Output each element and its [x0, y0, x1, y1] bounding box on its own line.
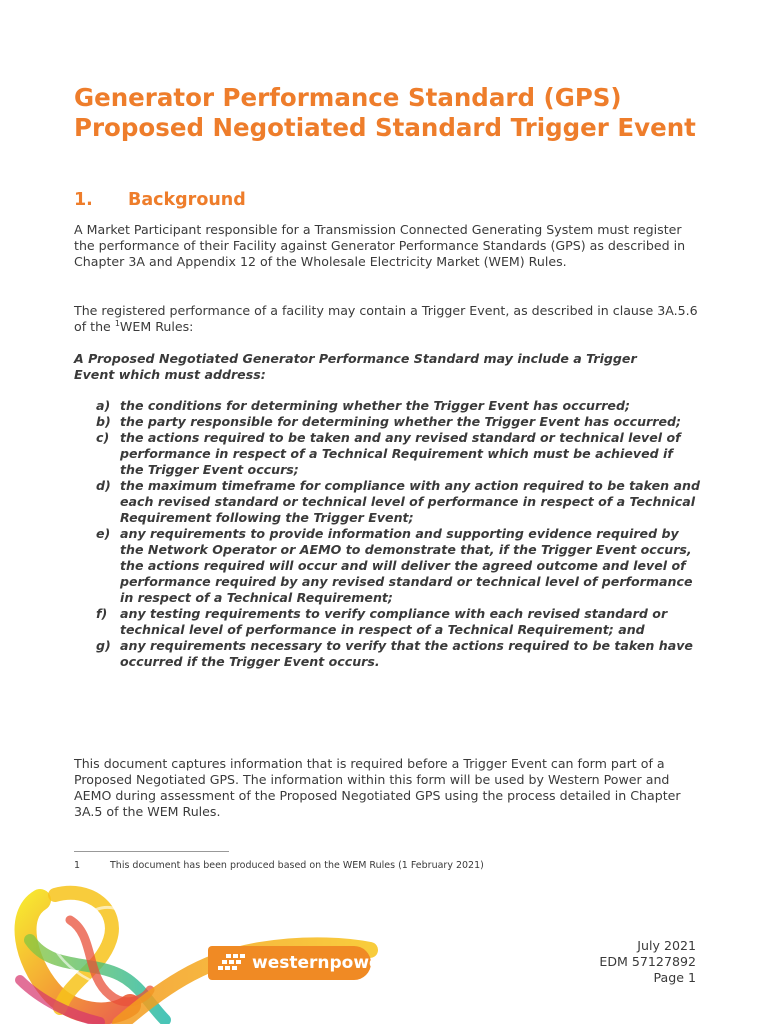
paragraph-2-text: The registered performance of a facility may contain a Trigger Event, as described in clause 3A.5.6 of the: [74, 303, 698, 334]
list-item-text: any requirements necessary to verify that the actions required to be taken have occurred if the Trigger Event occurs.: [120, 638, 693, 669]
paragraph-1: A Market Participant responsible for a Transmission Connected Generating System must register the performance of their Facility against Generator Performance Standards (GPS) as described in Chapter 3A and Appendix 12 of the Wholesale Electricity Market (WEM) Rules.: [74, 222, 686, 269]
document-title: Generator Performance Standard (GPS) Proposed Negotiated Standard Trigger Event: [74, 83, 696, 142]
list-item-text: any requirements to provide information and supporting evidence required by the Network Operator or AEMO to demonstrate that, if the Trigger Event occurs, the actions required will occur and will deliver the agreed outcome and level of performance required by any revised standard or technical level of performance in respect of a Technical Requirement;: [120, 526, 693, 605]
list-item-text: any testing requirements to verify compliance with each revised standard or technical level of performance in respect of a Technical Requirement; and: [120, 606, 668, 637]
list-item: [96, 526, 700, 606]
list-item: [96, 430, 700, 478]
western-power-logo: [208, 946, 389, 980]
footnote-divider: [74, 851, 229, 852]
list-item: [96, 398, 700, 414]
requirements-list: [96, 398, 700, 670]
section-heading: [74, 188, 246, 212]
list-item: [96, 638, 700, 670]
grid-icon: [218, 953, 248, 973]
footnote-text: This document has been produced based on the WEM Rules (1 February 2021): [110, 860, 484, 871]
logo-wordmark: westernpower: [252, 953, 389, 973]
paragraph-2-tail: WEM Rules:: [119, 319, 194, 334]
list-marker: b): [96, 414, 111, 429]
list-item-text: the party responsible for determining whether the Trigger Event has occurred;: [120, 414, 682, 429]
footnote-reference[interactable]: 1: [114, 318, 120, 328]
list-item: [96, 606, 700, 638]
list-marker: c): [96, 430, 110, 445]
list-marker: e): [96, 526, 111, 541]
paragraph-3: This document captures information that is required before a Trigger Event can form part of a Proposed Negotiated GPS. The information within this form will be used by Western Power and AEMO during assessment of the Proposed Negotiated GPS using the process detailed in Chapter 3A.5 of the WEM Rules.: [74, 756, 681, 819]
list-item: [96, 478, 700, 526]
list-marker: d): [96, 478, 111, 493]
page-number: Page 1: [653, 970, 696, 985]
section-number: 1.: [74, 190, 93, 210]
list-item-text: the maximum timeframe for compliance with any action required to be taken and each revised standard or technical level of performance in respect of a Technical Requirement following the Trigger Event;: [120, 478, 700, 525]
document-edm: EDM 57127892: [599, 954, 696, 969]
list-item-text: the conditions for determining whether the Trigger Event has occurred;: [120, 398, 631, 413]
section-title: Background: [128, 190, 246, 210]
requirements-intro: A Proposed Negotiated Generator Performance Standard may include a Trigger Event which must address:: [74, 351, 637, 382]
list-marker: g): [96, 638, 111, 653]
footnote-number: 1: [74, 860, 81, 871]
document-date: July 2021: [637, 938, 696, 953]
list-item-text: the actions required to be taken and any revised standard or technical level of performance in respect of a Technical Requirement which must be achieved if the Trigger Event occurs;: [120, 430, 681, 477]
document-meta: [599, 938, 696, 986]
paragraph-2: [74, 303, 699, 335]
list-marker: f): [96, 606, 108, 621]
footnote: [74, 860, 484, 872]
list-marker: a): [96, 398, 111, 413]
list-item: [96, 414, 700, 430]
